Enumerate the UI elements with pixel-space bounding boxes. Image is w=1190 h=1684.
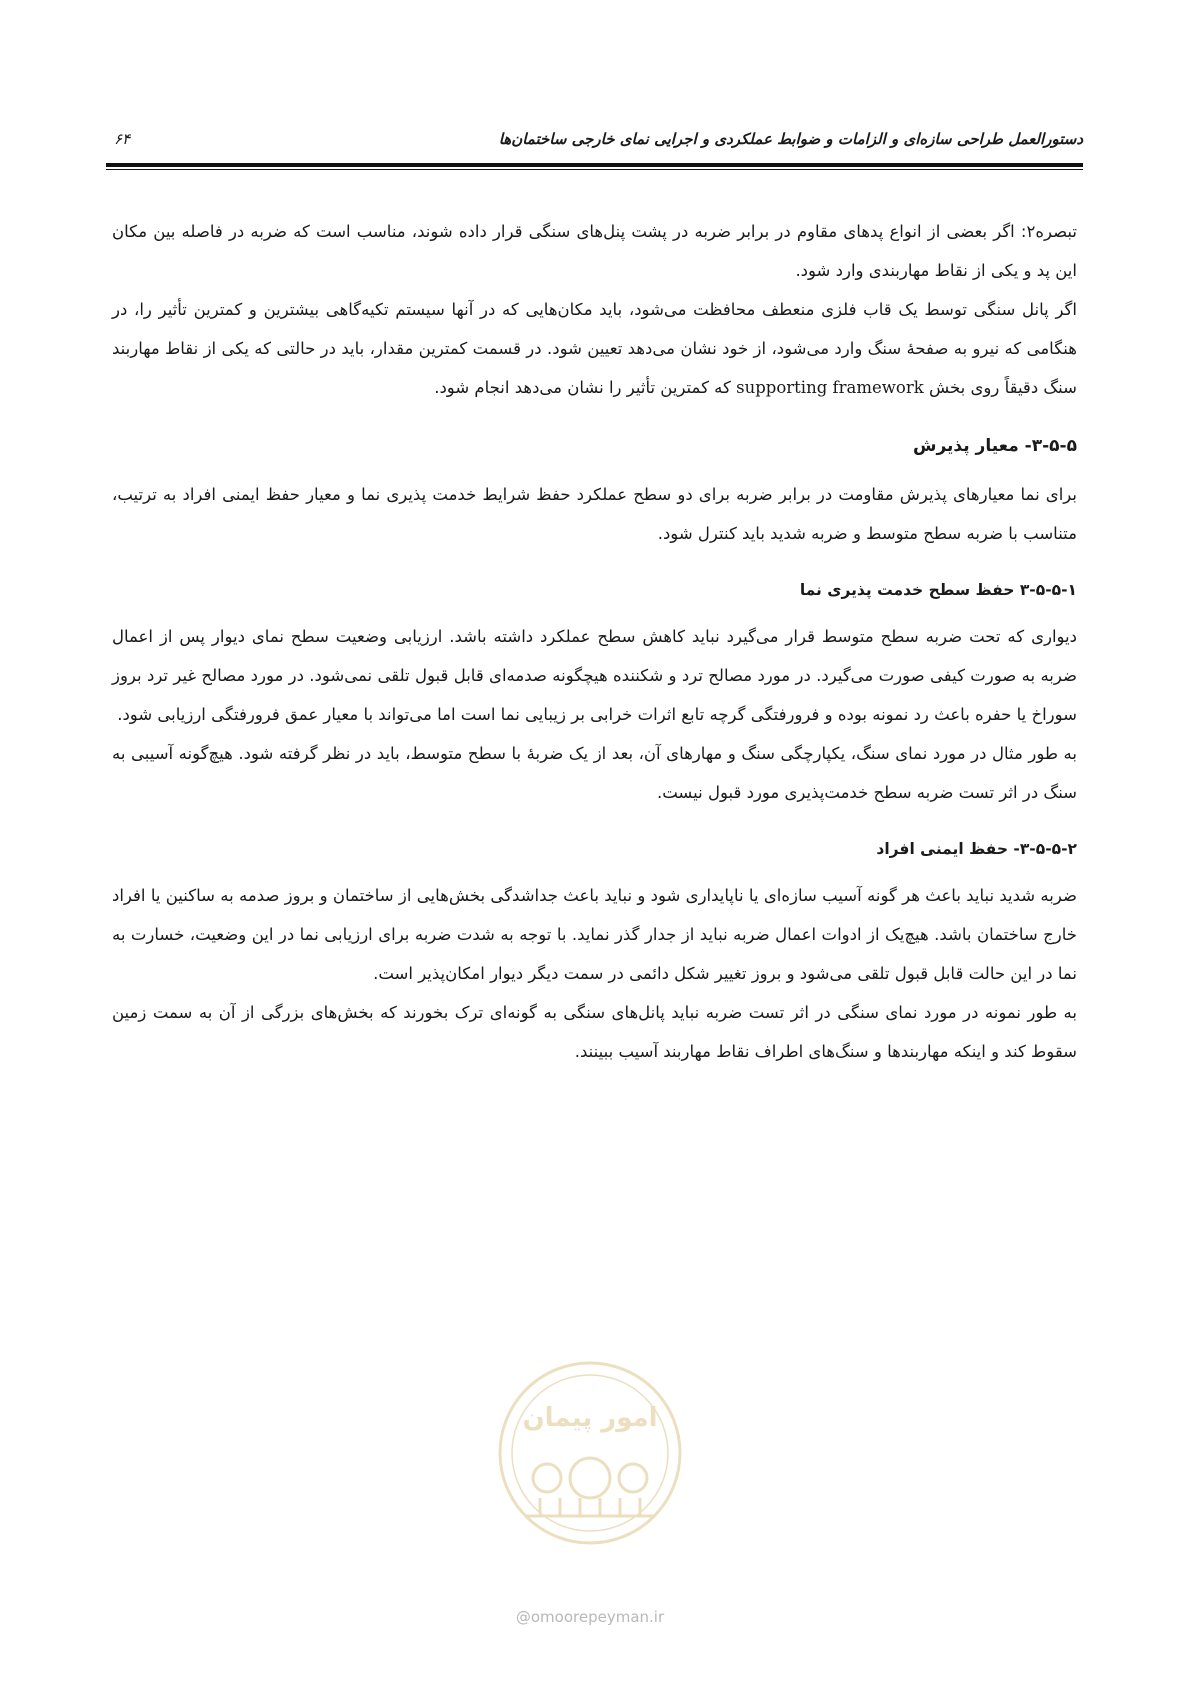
paragraph-stone-example: به طور مثال در مورد نمای سنگ، یکپارچگی سنگ و مهارهای آن، بعد از یک ضربهٔ با سطح متوسط، باید در نظر گرفته شود. هیچ‌گونه آسیبی به سنگ در اثر تست ضربه سطح خدمت‌پذیری مورد قبول نیست.: [112, 744, 1077, 802]
body-content: [112, 212, 1077, 1071]
paragraph-acceptance: برای نما معیارهای پذیرش مقاومت در برابر ضربه برای دو سطح عملکرد حفظ شرایط خدمت پذیری نما و معیار حفظ ایمنی افراد به ترتیب، متناسب با ضربه سطح متوسط و ضربه شدید باید کنترل شود.: [112, 485, 1077, 543]
section-heading-acceptance-criteria: ۳-۵-۵- معیار پذیرش: [913, 436, 1077, 456]
running-title: دستورالعمل طراحی سازه‌ای و الزامات و ضوابط عملکردی و اجرایی نمای خارجی ساختمان‌ها: [498, 130, 1083, 148]
page-header: [106, 130, 1083, 166]
subsection-heading-serviceability: ۳-۵-۵-۱ حفظ سطح خدمت پذیری نما: [799, 581, 1077, 599]
latin-term: supporting framework: [736, 378, 924, 397]
paragraph-safety: ضربه شدید نباید باعث هر گونه آسیب سازه‌ای یا ناپایداری شود و نباید باعث جداشدگی بخش‌هایی از ساختمان و بروز صدمه به ساکنین یا افراد خارج ساختمان باشد. هیچ‌یک از ادوات اعمال ضربه نباید از جدار گذر نماید. با توجه به شدت ضربه برای ارزیابی نما در این وضعیت، خسارت به نما در این حالت قابل قبول تلقی می‌شود و بروز تغییر شکل دائمی در سمت دیگر دیوار امکان‌پذیر است.: [112, 886, 1077, 983]
watermark-logo: [485, 1348, 695, 1578]
note-paragraph: تبصره۲: اگر بعضی از انواع پدهای مقاوم در برابر ضربه در پشت پنل‌های سنگی قرار داده شوند، مناسب است که ضربه در فاصله بین مکان این پد و یکی از نقاط مهاربندی وارد شود.: [112, 222, 1077, 280]
header-rule-thick: [106, 163, 1083, 167]
paragraph-stone-panel: [112, 290, 1077, 407]
subsection-heading-safety: ۳-۵-۵-۲- حفظ ایمنی افراد: [876, 840, 1077, 858]
paragraph-serviceability: دیواری که تحت ضربه سطح متوسط قرار می‌گیرد نباید کاهش سطح عملکرد داشته باشد. ارزیابی وضعیت سطح نمای دیوار پس از اعمال ضربه به صورت کیفی صورت می‌گیرد. در مورد مصالح ترد و شکننده هیچگونه صدمه‌ای قابل قبول تلقی نمی‌شود. در مورد مصالح غیر ترد بروز سوراخ یا حفره باعث رد نمونه بوده و فرورفتگی گرچه تابع اثرات خرابی بر زیبایی نما است اما می‌تواند با معیار عمق فرورفتگی ارزیابی شود.: [112, 627, 1077, 724]
paragraph-text-end: که کمترین تأثیر را نشان می‌دهد انجام شود.: [434, 378, 737, 397]
watermark-url: @omoorepeyman.ir: [515, 1608, 665, 1626]
paragraph-text-start: اگر پانل سنگی توسط یک قاب فلزی منعطف محافظت می‌شود، باید مکان‌هایی که در آنها سیستم تکیه‌گاهی بیشترین و کمترین تأثیر را، در هنگامی که نیرو به صفحهٔ سنگ وارد می‌شود، از خود نشان می‌دهد تعیین شود. در قسمت کمترین مقدار، باید در حالتی که یکی از نقاط مهاربند سنگ دقیقاً روی بخش: [112, 300, 1077, 397]
page-number: ۶۴: [114, 130, 131, 148]
paragraph-stone-safety-example: به طور نمونه در مورد نمای سنگی در اثر تست ضربه نباید پانل‌های سنگی به گونه‌ای ترک بخورند که بخش‌های بزرگی از آن به سمت زمین سقوط کند و اینکه مهاربندها و سنگ‌های اطراف نقاط مهاربند آسیب ببینند.: [112, 1003, 1077, 1061]
header-rule-thin: [106, 169, 1083, 170]
watermark-logo-text: امور پیمان: [522, 1403, 658, 1433]
